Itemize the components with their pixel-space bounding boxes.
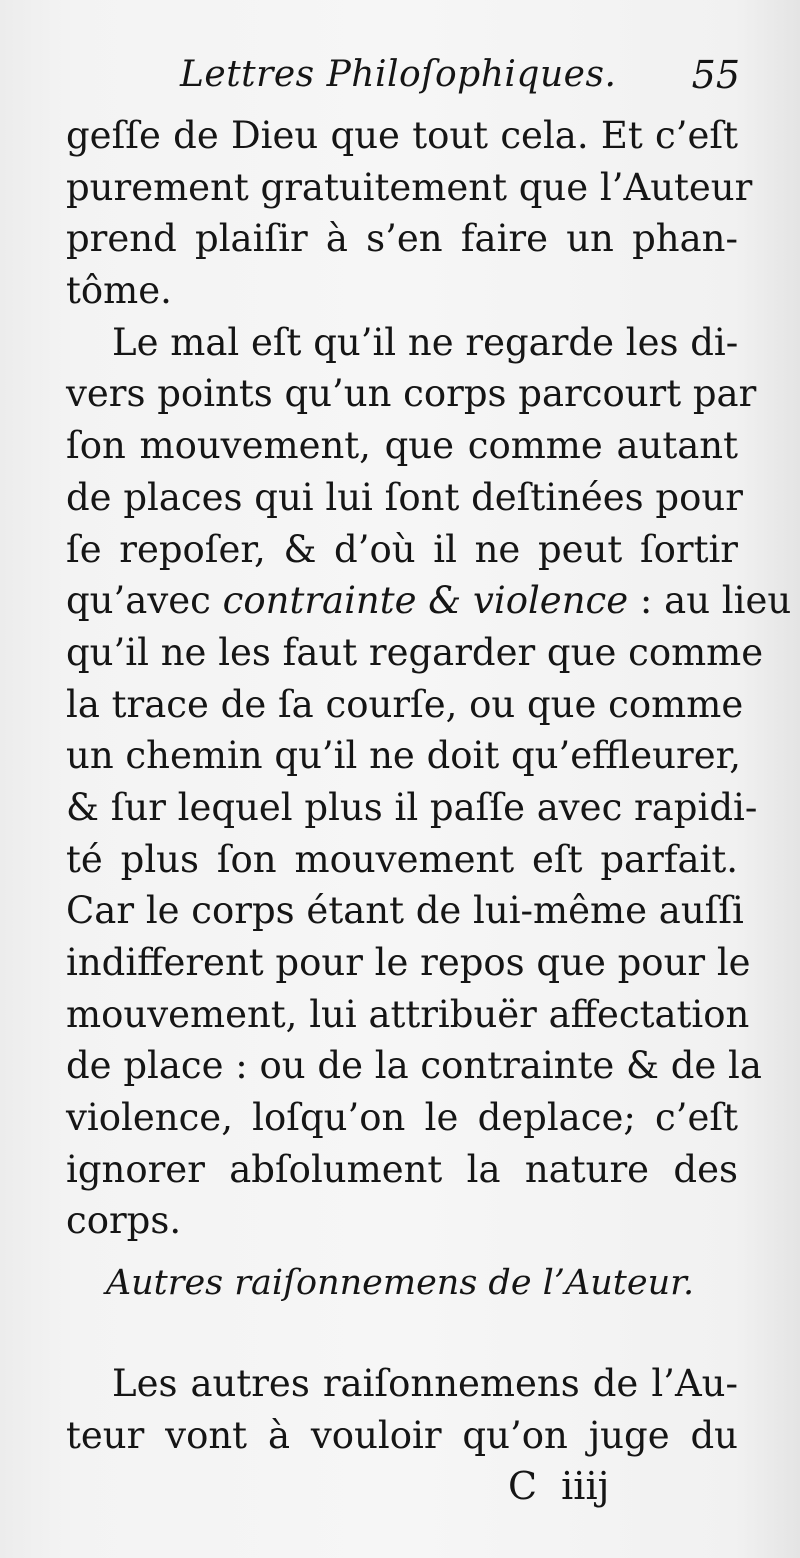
text-line: la trace de ſa courſe, ou que comme xyxy=(66,682,744,726)
text-line: ſe repoſer, & d’où il ne peut ſortir xyxy=(66,527,738,571)
signature-mark: C iiij xyxy=(508,1464,610,1508)
text-line: prend plaiſir à s’en faire un phan- xyxy=(66,217,738,261)
text-line: tôme. xyxy=(66,269,172,313)
text-line: Le mal eſt qu’il ne regarde les di- xyxy=(112,320,739,364)
text-line: & ſur lequel plus il paſſe avec rapidi- xyxy=(66,785,758,829)
text-line: té plus ſon mouvement eſt parfait. xyxy=(66,837,738,881)
text-fragment: qu’avec xyxy=(66,579,211,623)
text-line: ignorer abſolument la nature des xyxy=(66,1147,738,1191)
italic-phrase: contrainte & violence xyxy=(222,579,629,623)
text-line: vers points qu’un corps parcourt par xyxy=(66,372,757,416)
section-title: Autres raiſonnemens de l’Auteur. xyxy=(105,1263,695,1303)
text-line: de place : ou de la contrainte & de la xyxy=(66,1044,762,1088)
page-header xyxy=(180,52,740,102)
body-text xyxy=(66,110,792,1247)
text-line: Car le corps étant de lui-même auſſi xyxy=(66,889,744,933)
text-line: violence, loſqu’on le deplace; c’eſt xyxy=(66,1096,738,1140)
text-line: purement gratuitement que l’Auteur xyxy=(66,165,753,209)
text-line: qu’il ne les faut regarder que comme xyxy=(66,630,764,674)
text-line xyxy=(66,575,792,627)
page-number: 55 xyxy=(691,53,740,97)
text-line: corps. xyxy=(66,1199,182,1243)
text-line: un chemin qu’il ne doit qu’effleurer, xyxy=(66,734,741,778)
body-text-continued xyxy=(66,1358,738,1461)
text-fragment: : au lieu xyxy=(639,579,792,623)
text-line: indifferent pour le repos que pour le xyxy=(66,941,751,984)
text-line: Les autres raiſonnemens de l’Au- xyxy=(112,1362,738,1405)
text-line: mouvement, lui attribuër affectation xyxy=(66,992,750,1036)
running-title: Lettres Philoſophiques. xyxy=(180,54,617,95)
text-line: de places qui lui ſont deſtinées pour xyxy=(66,475,743,519)
text-line: teur vont à vouloir qu’on juge du xyxy=(66,1413,738,1457)
text-line: geſſe de Dieu que tout cela. Et c’eſt xyxy=(66,114,738,157)
text-line: ſon mouvement, que comme autant xyxy=(66,424,738,468)
